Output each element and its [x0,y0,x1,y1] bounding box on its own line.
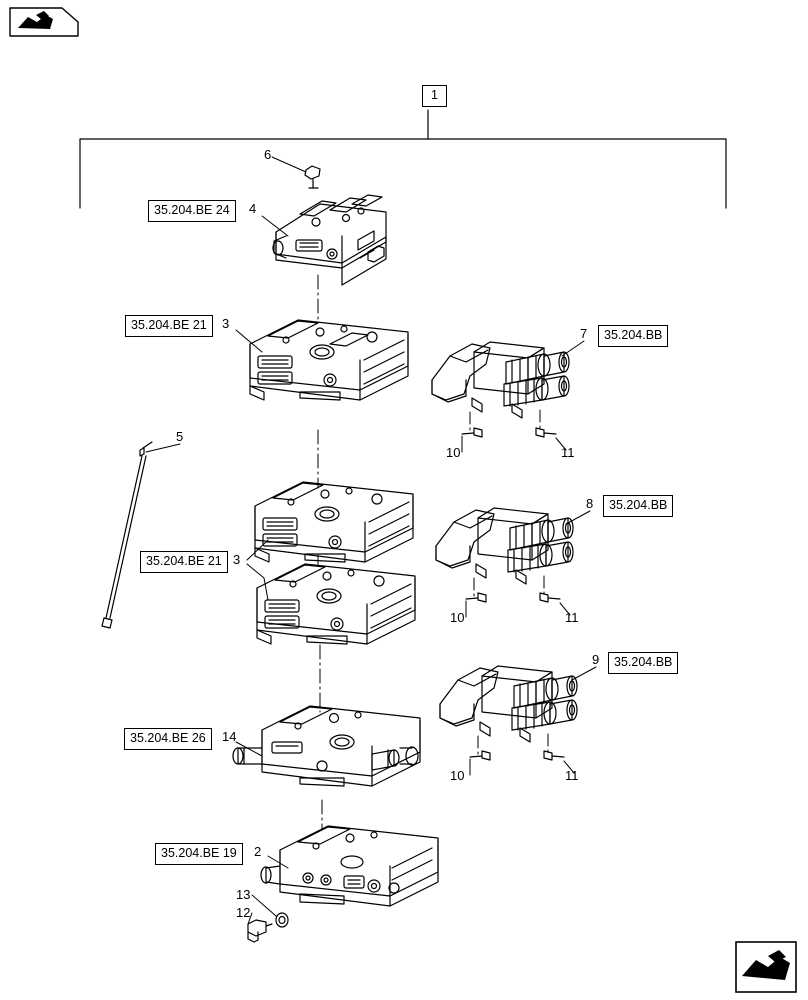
item-number-6: 6 [264,147,272,162]
page-corner-bookmark-icon [8,6,82,40]
part-item-7 [432,342,569,418]
item-number-11-mid: 11 [565,610,579,625]
reference-box-35-204-be-21-mid[interactable]: 35.204.BE 21 [140,551,228,573]
item-number-14: 14 [222,729,237,744]
part-item-12-13 [248,913,288,942]
item-number-3-top: 3 [222,316,230,331]
item-number-2: 2 [254,844,262,859]
reference-box-35-204-be-26[interactable]: 35.204.BE 26 [124,728,212,750]
part-item-3-mid-lower [257,564,415,644]
part-item-3-top [250,320,408,400]
part-item-9 [440,666,577,742]
reference-box-35-204-be-19[interactable]: 35.204.BE 19 [155,843,243,865]
reference-box-35-204-bb-7[interactable]: 35.204.BB [598,325,668,347]
item-number-12: 12 [236,905,251,920]
part-item-8 [436,508,573,584]
fasteners-item-9 [470,734,564,760]
item-number-3-mid: 3 [233,552,241,567]
item-number-9: 9 [592,652,600,667]
reference-box-35-204-bb-9[interactable]: 35.204.BB [608,652,678,674]
reference-box-35-204-be-21-top[interactable]: 35.204.BE 21 [125,315,213,337]
part-item-2 [261,826,438,906]
part-item-5 [102,442,152,628]
item-number-8: 8 [586,496,594,511]
item-number-5: 5 [176,429,184,444]
page-corner-bookmark-icon [734,940,798,994]
item-number-10-top: 10 [446,445,461,460]
item-number-10-bot: 10 [450,768,465,783]
item-number-1: 1 [422,85,447,107]
fasteners-item-8 [466,576,560,602]
fasteners-item-7 [462,410,556,437]
part-item-14 [233,706,420,786]
part-item-4 [273,166,386,285]
item-number-11-top: 11 [561,445,575,460]
assembly-bracket [80,110,726,208]
item-number-13: 13 [236,887,251,902]
item-number-11-bot: 11 [565,768,579,783]
item-number-4: 4 [249,201,257,216]
part-item-3-mid-upper [255,482,413,562]
reference-box-35-204-be-24[interactable]: 35.204.BE 24 [148,200,236,222]
item-number-10-mid: 10 [450,610,465,625]
item-number-7: 7 [580,326,588,341]
reference-box-35-204-bb-8[interactable]: 35.204.BB [603,495,673,517]
leader-lines [146,157,596,924]
